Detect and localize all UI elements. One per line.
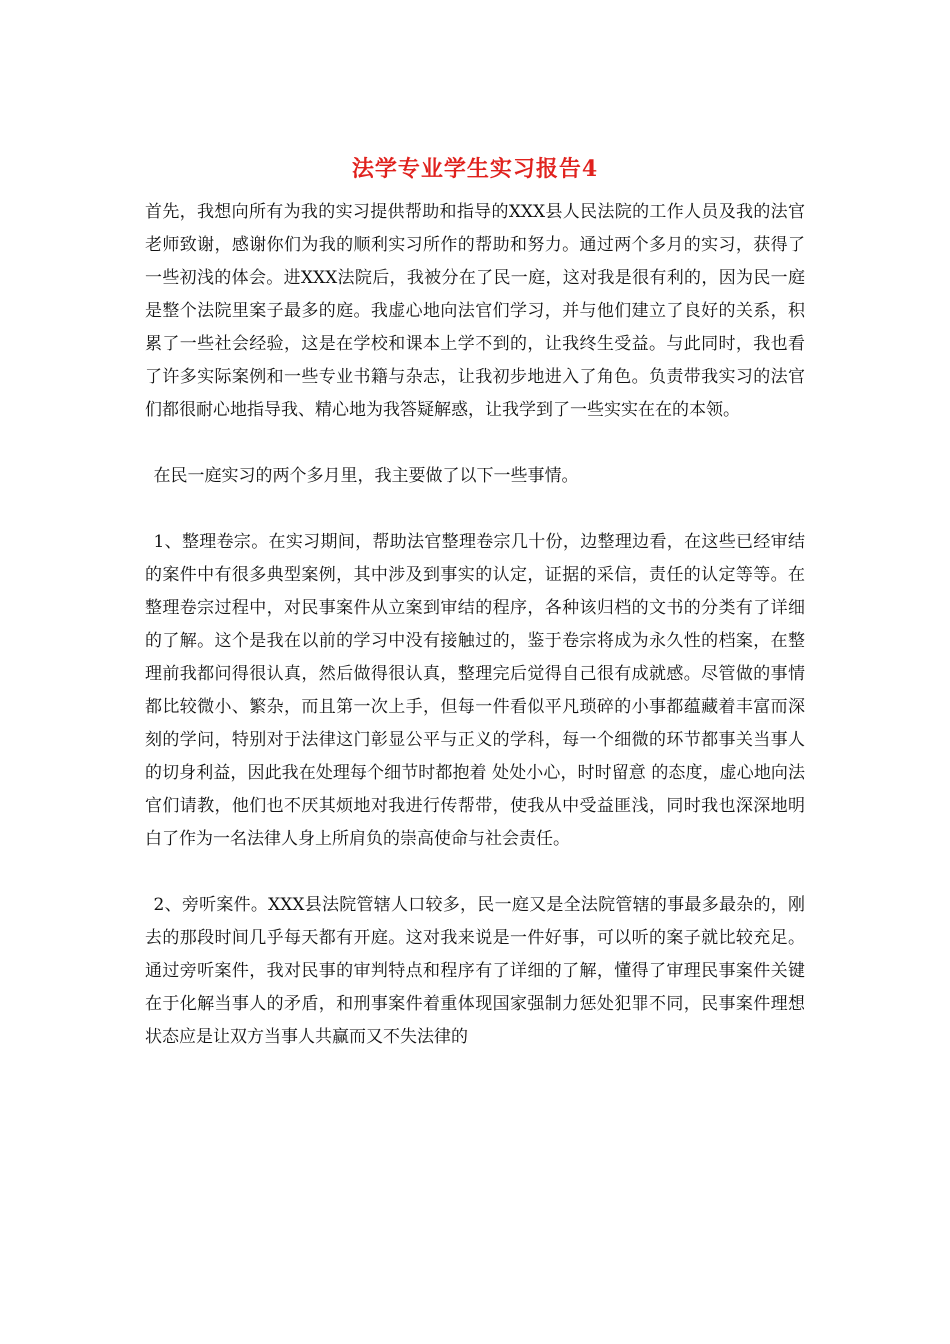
paragraph-attending-trials: 2、旁听案件。XXX县法院管辖人口较多，民一庭又是全法院管辖的事最多最杂的，刚去的那段时间几乎每天都有开庭。这对我来说是一件好事，可以听的案子就比较充足。通过旁听案件，我对民事的审判特点和程序有了详细的了解，懂得了审理民事案件关键在于化解当事人的矛盾，和刑事案件着重体现国家强制力惩处犯罪不同，民事案件理想状态应是让双方当事人共赢而又不失法律的 bbox=[145, 895, 805, 1047]
paragraph-intro: 首先，我想向所有为我的实习提供帮助和指导的XXX县人民法院的工作人员及我的法官老师致谢，感谢你们为我的顺利实习所作的帮助和努力。通过两个多月的实习，获得了一些初浅的体会。进XXX法院后，我被分在了民一庭，这对我是很有利的，因为民一庭是整个法院里案子最多的庭。我虚心地向法官们学习，并与他们建立了良好的关系，积累了一些社会经验，这是在学校和课本上学不到的，让我终生受益。与此同时，我也看了许多实际案例和一些专业书籍与杂志，让我初步地进入了角色。负责带我实习的法官们都很耐心地指导我、精心地为我答疑解惑，让我学到了一些实实在在的本领。 bbox=[145, 202, 805, 420]
paragraph-organizing-files: 1、整理卷宗。在实习期间，帮助法官整理卷宗几十份，边整理边看，在这些已经审结的案件中有很多典型案例，其中涉及到事实的认定，证据的采信，责任的认定等等。在整理卷宗过程中，对民事案件从立案到审结的程序，各种该归档的文书的分类有了详细的了解。这个是我在以前的学习中没有接触过的，鉴于卷宗将成为永久性的档案，在整理前我都问得很认真，然后做得很认真，整理完后觉得自己很有成就感。尽管做的事情都比较微小、繁杂，而且第一次上手，但每一件看似平凡琐碎的小事都蕴藏着丰富而深刻的学问，特别对于法律这门彰显公平与正义的学科，每一个细微的环节都事关当事人的切身利益，因此我在处理每个细节时都抱着 处处小心，时时留意 的态度，虚心地向法官们请教，他们也不厌其烦地对我进行传帮带，使我从中受益匪浅，同时我也深深地明白了作为一名法律人身上所肩负的崇高使命与社会责任。 bbox=[145, 532, 805, 849]
document-title: 法学专业学生实习报告4 bbox=[351, 156, 599, 182]
paragraph-summary: 在民一庭实习的两个多月里，我主要做了以下一些事情。 bbox=[153, 466, 579, 486]
document-body bbox=[145, 196, 805, 1054]
